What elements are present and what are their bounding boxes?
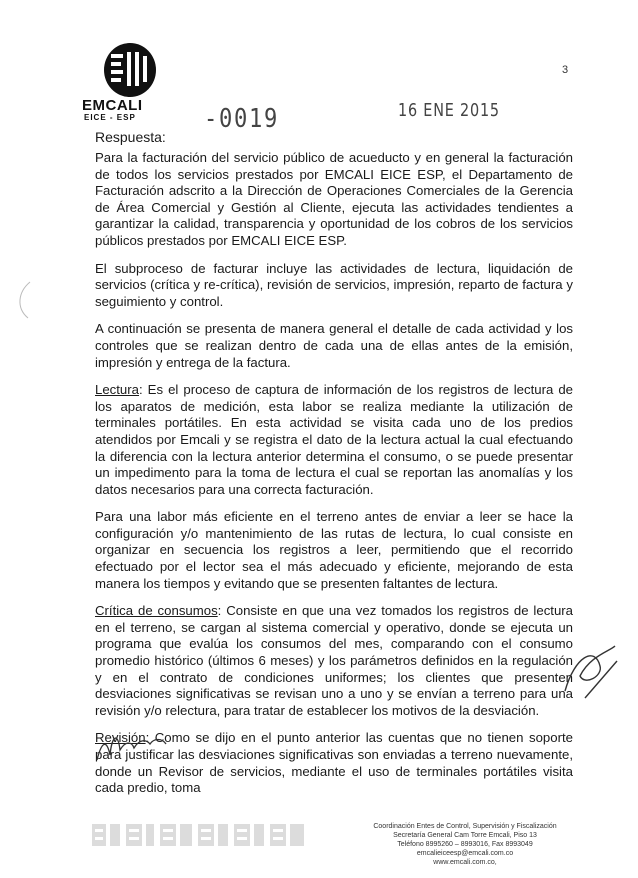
signature-mark-left bbox=[92, 720, 172, 770]
page-number: 3 bbox=[562, 64, 569, 76]
footer-line: Secretaría General Cam Torre Emcali, Piso 13 bbox=[393, 832, 537, 839]
footer-email: emcalieiceesp@emcali.com.co bbox=[416, 850, 514, 857]
margin-mark bbox=[12, 280, 32, 320]
paragraph bbox=[95, 321, 573, 371]
response-heading: Respuesta: bbox=[95, 129, 166, 145]
paragraph-text: Para una labor más eficiente en el terreno antes de enviar a leer se hace la configuración y/o mantenimiento de las rutas de lectura, lo cual consiste en organizar en secuencia los registros a leer, permitiendo que el recorrido efectuado por el lector sea el más adecuado y eficiente, mejorando de esta manera los tiempos y evitando que se presenten faltantes de lectura. bbox=[95, 509, 573, 591]
stamp-number: -0019 bbox=[204, 104, 280, 134]
emcali-logo-icon bbox=[95, 40, 165, 100]
paragraph-text: A continuación se presenta de manera general el detalle de cada actividad y los controles que se realizan dentro de cada una de ellas antes de la emisión, impresión y entrega de la factura. bbox=[95, 321, 573, 370]
signature-mark-right bbox=[555, 636, 625, 706]
paragraph bbox=[95, 509, 573, 592]
footer-watermark-icon bbox=[92, 820, 312, 850]
logo-subtitle: EICE - ESP bbox=[84, 113, 136, 122]
footer-contact bbox=[330, 822, 600, 867]
paragraph-text: : Como se dijo en el punto anterior las cuentas que no tienen soporte para justificar las desviaciones significativas son enviadas a terreno nuevamente, donde un Revisor de servicios, mediante el uso de terminales portátiles visita cada predio, toma bbox=[95, 730, 573, 796]
logo-name: EMCALI bbox=[82, 97, 143, 114]
footer-line: Teléfono 8995260 – 8993016, Fax 8993049 bbox=[397, 841, 533, 848]
section-label-revision: Revisión bbox=[95, 730, 146, 746]
stamp-date: 16 ENE 2015 bbox=[398, 100, 500, 121]
paragraph bbox=[95, 261, 573, 311]
paragraph-text: El subproceso de facturar incluye las actividades de lectura, liquidación de servicios (crítica y re-crítica), revisión de servicios, impresión, reparto de factura y seguimiento y control. bbox=[95, 260, 573, 309]
section-label-lectura: Lectura bbox=[95, 382, 139, 398]
paragraph bbox=[95, 382, 573, 498]
section-label-critica: Crítica de consumos bbox=[95, 603, 218, 619]
paragraph-text: : Es el proceso de captura de información de los registros de lectura de los aparatos de medición, esta labor se realiza mediante la utilización de terminales portátiles. En esta actividad se visita cada uno de los predios atendidos por Emcali y se registra el dato de la lectura actual la cual efectuando la diferencia con la lectura anterior determina el consumo, o se puede presentar un impedimento para la toma de lectura el cual se reportan las anomalías y los datos necesarios para una correcta facturación. bbox=[95, 382, 573, 497]
footer-line: Coordinación Entes de Control, Supervisión y Fiscalización bbox=[373, 823, 557, 830]
paragraph-text: : Consiste en que una vez tomados los registros de lectura en el terreno, se cargan al sistema comercial y operativo, donde se ejecuta un programa que evalúa los consumos del mes, comparando con el consumo promedio histórico (últimos 6 meses) y los parámetros definidos en la regulación y en el contrato de condiciones uniformes; los clientes que presenten desviaciones significativas se revisan uno a uno y se envían a terreno para una revisión y/o relectura, para tratar de establecer los motivos de la desviación. bbox=[95, 603, 574, 718]
footer-website: www.emcali.com.co, bbox=[433, 859, 497, 866]
paragraph bbox=[95, 150, 573, 250]
paragraph bbox=[95, 603, 573, 719]
body-text bbox=[95, 150, 573, 808]
paragraph-text: Para la facturación del servicio público de acueducto y en general la facturación de todos los servicios prestados por EMCALI EICE ESP, el Departamento de Facturación adscrito a la Dirección de Operaciones Comerciales de la Gerencia de Área Comercial y Gestión al Cliente, ejecuta las actividades tendientes a garantizar la calidad, transparencia y oportunidad de los cobros de los servicios públicos prestados por EMCALI EICE ESP. bbox=[95, 150, 573, 248]
